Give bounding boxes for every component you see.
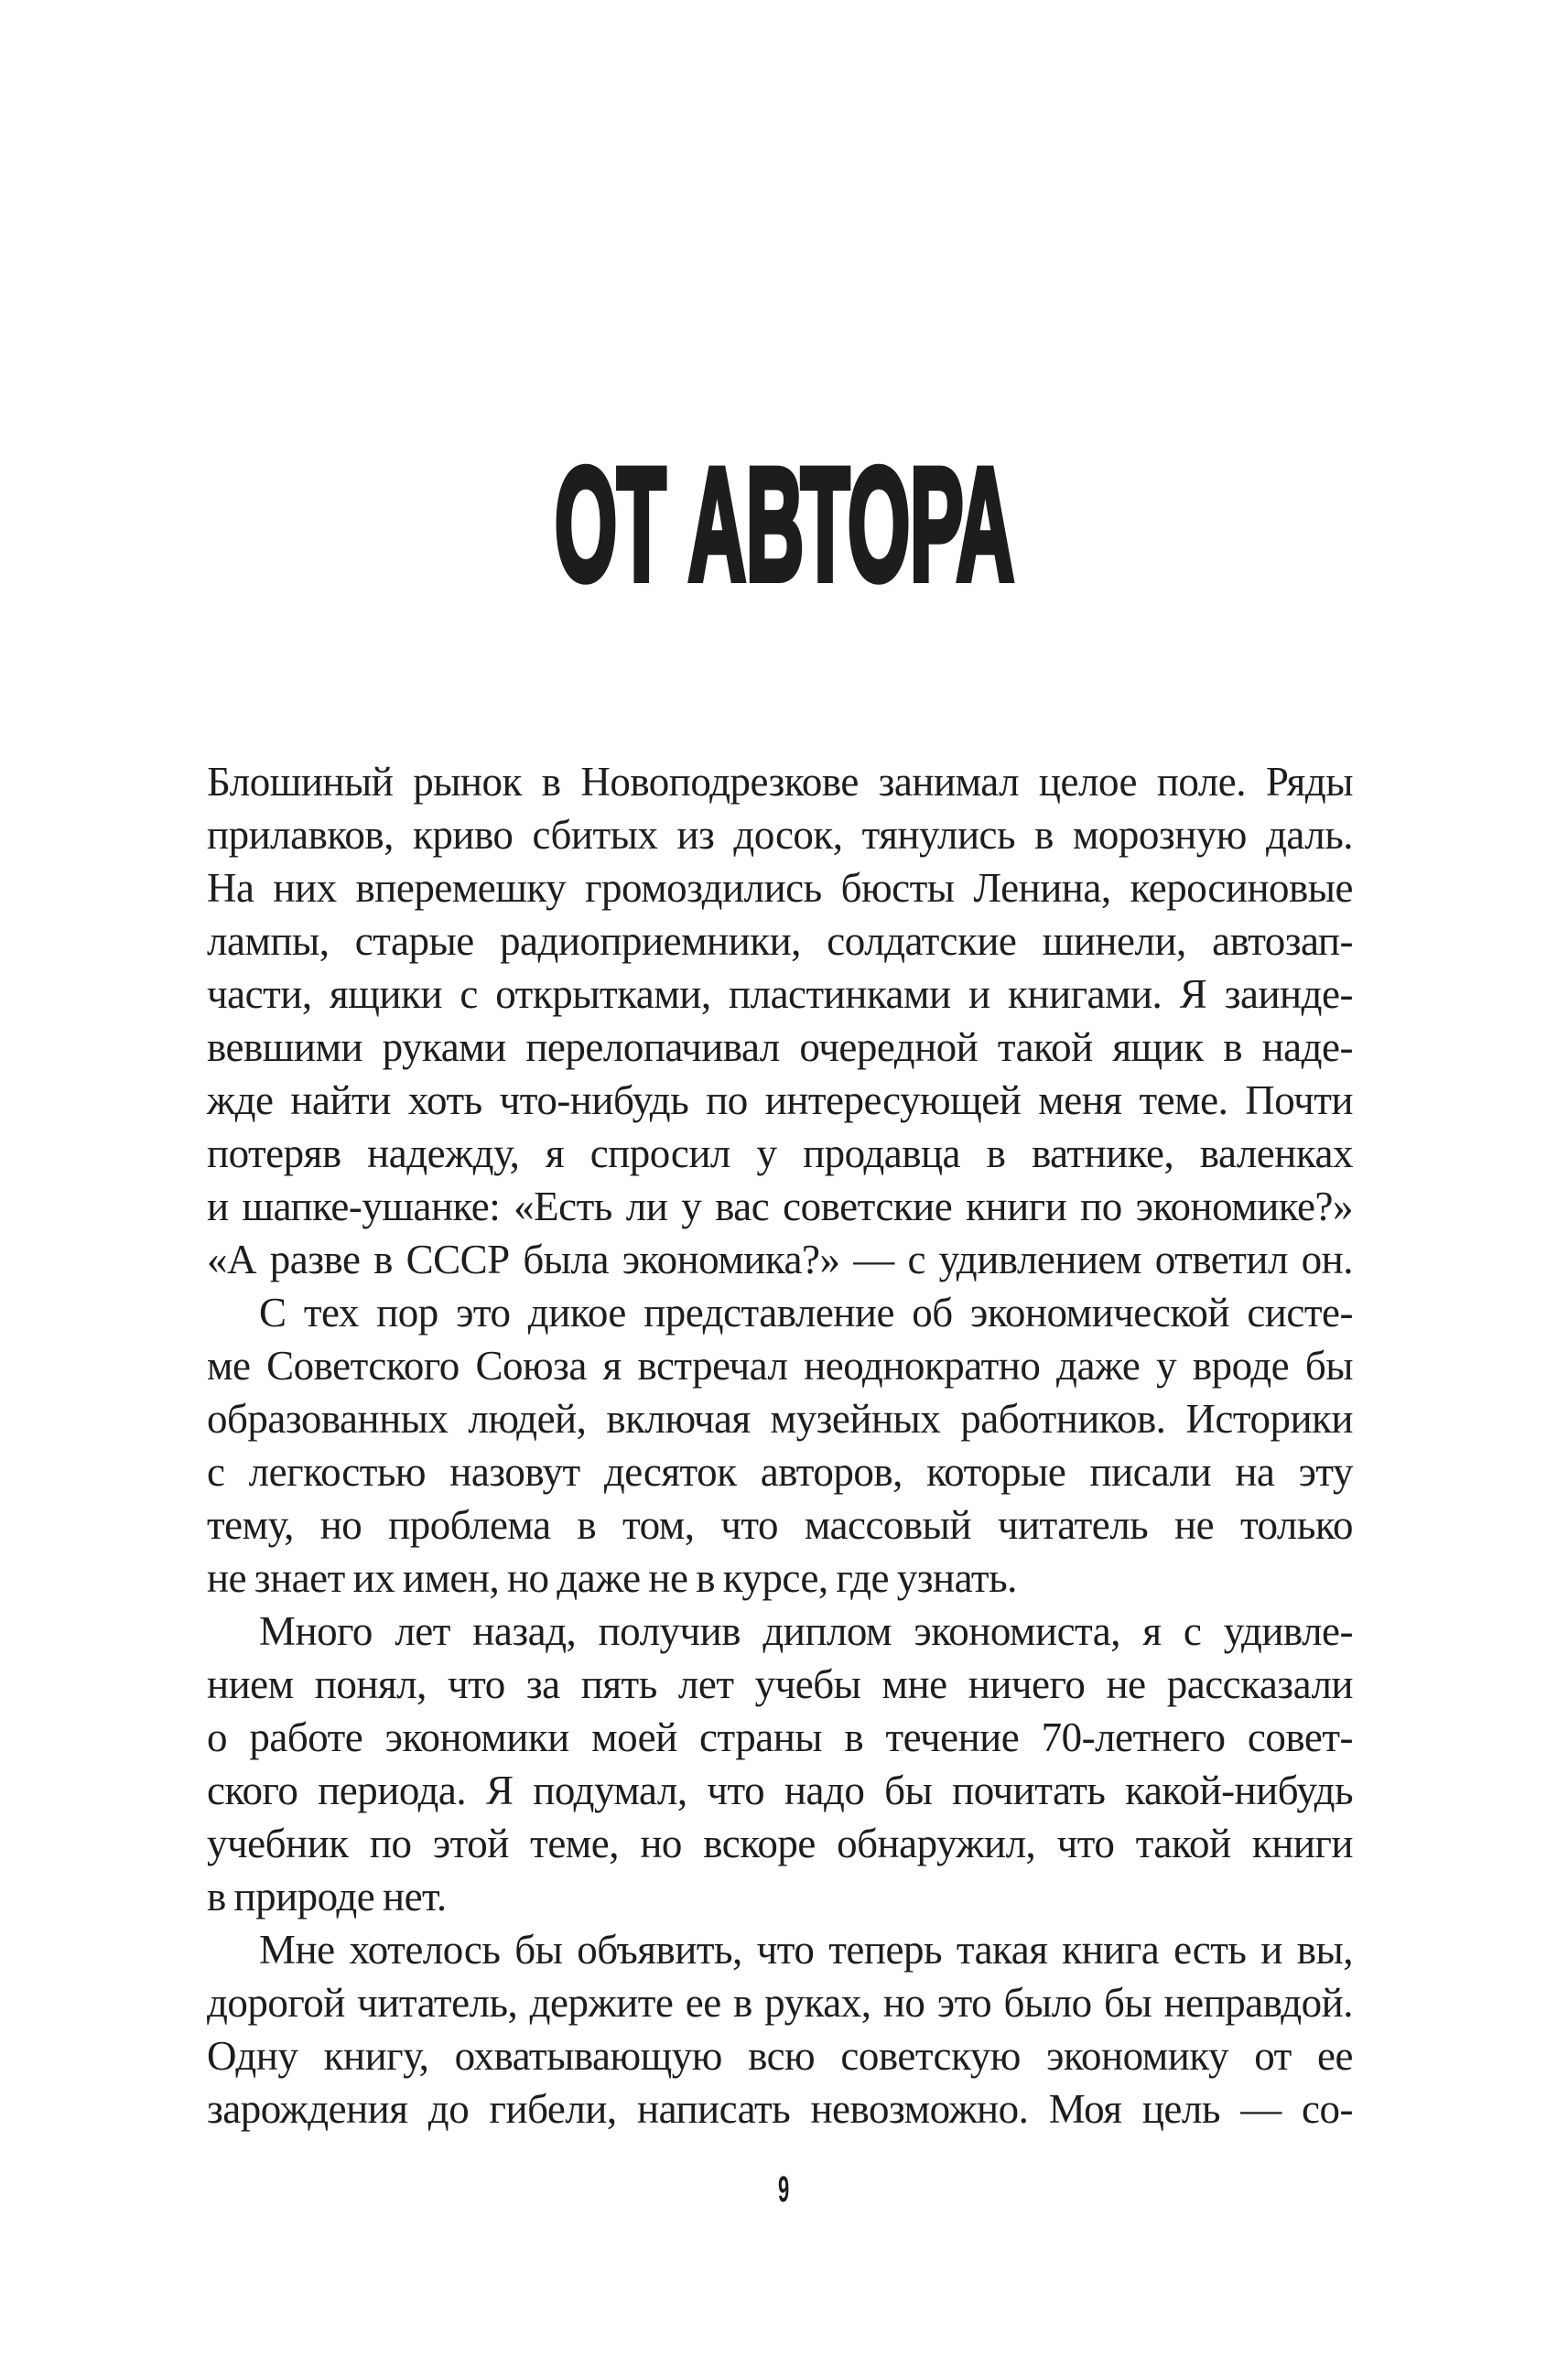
- chapter-title: [554, 436, 1014, 614]
- text-line: с легкостью назовут десяток авторов, которые писали на эту: [207, 1449, 1353, 1495]
- text-line: «А разве в СССР была экономика?» — с удивлением ответил он.: [207, 1237, 1353, 1282]
- chapter-title-text: ОТ АВТОРА: [554, 436, 1014, 614]
- text-line: Блошиный рынок в Новоподрезкове занимал целое поле. Ряды: [207, 759, 1353, 805]
- text-line: не знает их имен, но даже не в курсе, где узнать.: [207, 1555, 1017, 1601]
- text-line: в природе нет.: [207, 1874, 447, 1919]
- text-line: образованных людей, включая музейных работников. Историки: [207, 1396, 1353, 1442]
- text-line: лампы, старые радиоприемники, солдатские шинели, автозап-: [207, 918, 1353, 964]
- text-line: прилавков, криво сбитых из досок, тянулись в морозную даль.: [207, 812, 1353, 858]
- text-line: На них вперемешку громоздились бюсты Ленина, керосиновые: [207, 865, 1353, 911]
- text-line: части, ящики с открытками, пластинками и книгами. Я заинде-: [207, 971, 1353, 1017]
- text-line: о работе экономики моей страны в течение 70-летнего совет-: [207, 1714, 1353, 1760]
- text-line: Одну книгу, охватывающую всю советскую экономику от ее: [207, 2033, 1353, 2079]
- chapter-header: [0, 436, 1568, 614]
- page-number: 9: [778, 2169, 790, 2210]
- text-line: ского периода. Я подумал, что надо бы почитать какой-нибудь: [207, 1768, 1353, 1813]
- text-line: нием понял, что за пять лет учебы мне ничего не рассказали: [207, 1661, 1353, 1707]
- page-footer: [0, 2171, 1568, 2208]
- text-line: вевшими руками перелопачивал очередной такой ящик в наде-: [207, 1024, 1353, 1070]
- text-line: ме Советского Союза я встречал неоднократно даже у вроде бы: [207, 1343, 1353, 1389]
- body-text: [207, 755, 1353, 2136]
- text-line: Много лет назад, получив диплом экономиста, я с удивле-: [259, 1608, 1353, 1654]
- text-line: жде найти хоть что-нибудь по интересующей меня теме. Почти: [207, 1077, 1353, 1123]
- text-line: дорогой читатель, держите ее в руках, но это было бы неправдой.: [207, 1980, 1353, 2026]
- text-line: и шапке-ушанке: «Есть ли у вас советские книги по экономике?»: [207, 1184, 1353, 1229]
- text-line: Мне хотелось бы объявить, что теперь такая книга есть и вы,: [259, 1927, 1353, 1973]
- text-line: учебник по этой теме, но вскоре обнаружил, что такой книги: [207, 1821, 1353, 1866]
- text-line: С тех пор это дикое представление об экономической систе-: [259, 1290, 1353, 1335]
- text-line: зарождения до гибели, написать невозможно. Моя цель — со-: [207, 2086, 1353, 2132]
- text-line: потеряв надежду, я спросил у продавца в ватнике, валенках: [207, 1130, 1353, 1176]
- text-line: тему, но проблема в том, что массовый читатель не только: [207, 1502, 1353, 1548]
